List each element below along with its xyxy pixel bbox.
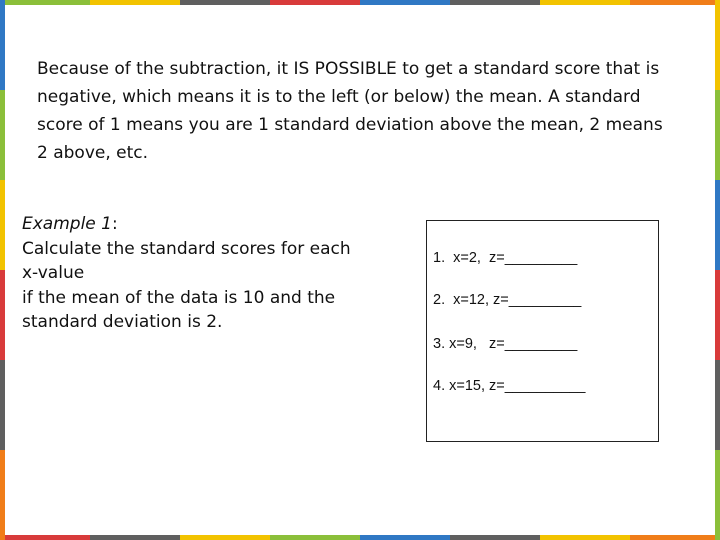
example-title: Example 1 — [22, 214, 112, 234]
right-border-segment — [715, 450, 720, 540]
top-border-segment — [270, 0, 360, 5]
right-border — [715, 0, 720, 540]
top-border-segment — [90, 0, 180, 5]
left-border — [0, 0, 5, 540]
top-border-segment — [180, 0, 270, 5]
top-border-segment — [630, 0, 720, 5]
left-border-segment — [0, 90, 5, 180]
right-border-segment — [715, 270, 720, 360]
example-instruction: Calculate the standard scores for each x-value — [22, 238, 351, 283]
bottom-border — [0, 535, 720, 540]
bottom-border-segment — [540, 535, 630, 540]
left-border-segment — [0, 450, 5, 540]
bottom-border-segment — [450, 535, 540, 540]
problem-item-3: 3. x=9, z=_________ — [433, 336, 578, 352]
bottom-border-segment — [0, 535, 90, 540]
example-title-colon: : — [111, 214, 118, 234]
intro-paragraph: Because of the subtraction, it IS POSSIBLE to get a standard score that is negative, which means it is to the left (or below) the mean. A standard score of 1 means you are 1 standard deviation above the mean, 2 means 2 above, etc. — [37, 59, 663, 163]
bottom-border-segment — [630, 535, 720, 540]
example-condition: if the mean of the data is 10 and the standard deviation is 2. — [22, 287, 336, 332]
problem-item-2: 2. x=12, z=_________ — [433, 292, 582, 308]
left-border-segment — [0, 0, 5, 90]
top-border-segment — [0, 0, 90, 5]
example-heading — [22, 212, 352, 237]
bottom-border-segment — [360, 535, 450, 540]
right-border-segment — [715, 360, 720, 450]
left-border-segment — [0, 180, 5, 270]
problem-item-4: 4. x=15, z=__________ — [433, 378, 586, 394]
top-border-segment — [540, 0, 630, 5]
problem-item-1: 1. x=2, z=_________ — [433, 250, 578, 266]
right-border-segment — [715, 180, 720, 270]
top-border-segment — [450, 0, 540, 5]
bottom-border-segment — [180, 535, 270, 540]
bottom-border-segment — [90, 535, 180, 540]
right-border-segment — [715, 0, 720, 90]
left-border-segment — [0, 360, 5, 450]
problem-box — [426, 220, 659, 442]
example-block — [22, 212, 352, 335]
left-border-segment — [0, 270, 5, 360]
top-border-segment — [360, 0, 450, 5]
bottom-border-segment — [270, 535, 360, 540]
top-border — [0, 0, 720, 5]
right-border-segment — [715, 90, 720, 180]
